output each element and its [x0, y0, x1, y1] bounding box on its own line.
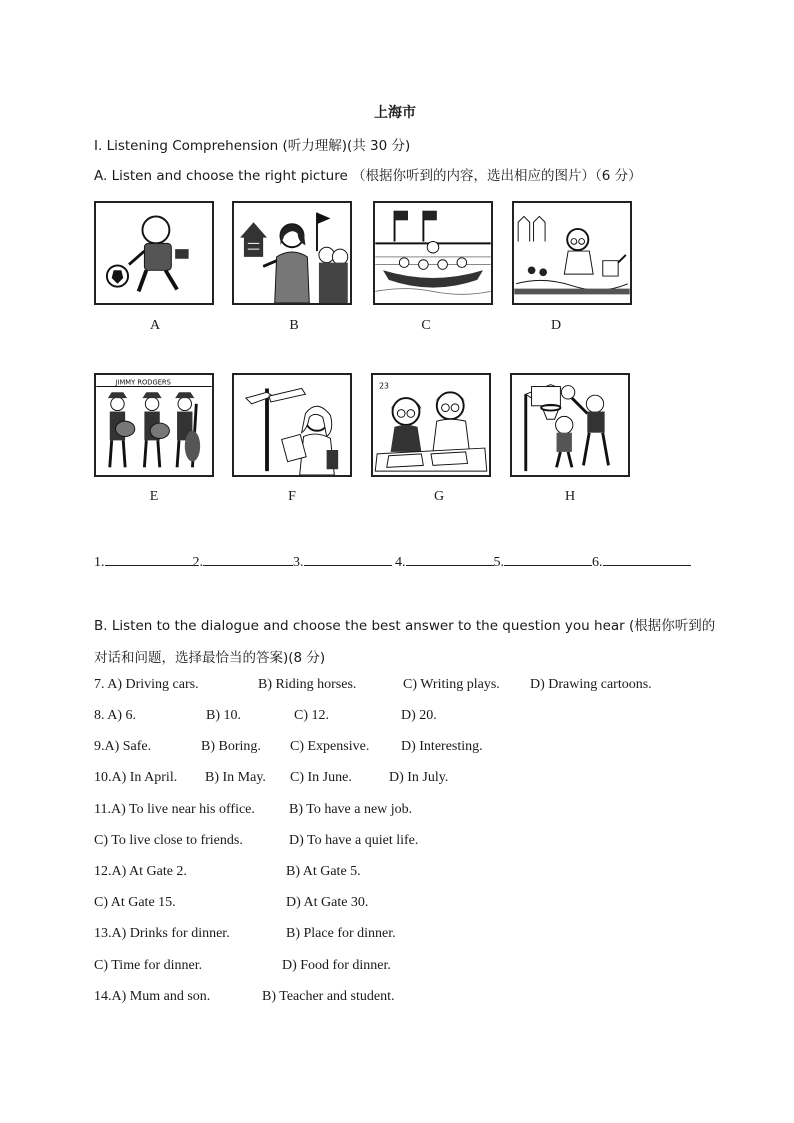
question-9-a: 9.A) Safe.: [94, 739, 152, 754]
question-8-d: D) 20.: [401, 708, 437, 723]
question-10-c: C) In June.: [290, 770, 352, 785]
picture-c: [373, 201, 493, 305]
svg-text:23: 23: [379, 381, 389, 391]
picture-a: [94, 201, 214, 305]
picture-d: [512, 201, 632, 305]
answer-blank-5[interactable]: [504, 551, 592, 566]
question-10-d: D) In July.: [389, 770, 449, 785]
picture-e: [94, 373, 214, 477]
picture-label-a: A: [149, 318, 161, 333]
answer-blanks: [94, 551, 691, 571]
question-7-d: D) Drawing cartoons.: [530, 677, 652, 692]
question-11-b: B) To have a new job.: [289, 802, 413, 817]
question-8-a: 8. A) 6.: [94, 708, 136, 723]
question-7-c: C) Writing plays.: [403, 677, 500, 692]
answer-num-2: 2.: [192, 555, 203, 570]
question-12-d: D) At Gate 30.: [286, 895, 369, 910]
question-8-b: B) 10.: [206, 708, 241, 723]
question-14-a: 14.A) Mum and son.: [94, 989, 211, 1004]
picture-label-g: G: [433, 489, 445, 504]
question-11-d: D) To have a quiet life.: [289, 833, 419, 848]
picture-h: [510, 373, 630, 477]
picture-label-e: E: [149, 489, 159, 504]
question-13-a: 13.A) Drinks for dinner.: [94, 926, 230, 941]
question-9-d: D) Interesting.: [401, 739, 483, 754]
picture-g: [371, 373, 491, 477]
picture-f: [232, 373, 352, 477]
answer-num-5: 5.: [493, 555, 504, 570]
section-heading: I. Listening Comprehension (听力理解)(共 30 分): [94, 138, 411, 154]
question-11-a: 11.A) To live near his office.: [94, 802, 255, 817]
band-musicians-icon: [96, 375, 212, 475]
tour-guide-icon: [234, 203, 350, 303]
question-10-a: 10.A) In April.: [94, 770, 178, 785]
question-8-c: C) 12.: [294, 708, 329, 723]
answer-num-6: 6.: [592, 555, 603, 570]
answer-num-3: 3.: [293, 555, 304, 570]
basketball-players-icon: [512, 375, 628, 475]
girl-signpost-icon: [234, 375, 350, 475]
question-9-b: B) Boring.: [201, 739, 261, 754]
question-12-a: 12.A) At Gate 2.: [94, 864, 187, 879]
picture-label-c: C: [421, 318, 431, 333]
answer-blank-2[interactable]: [203, 551, 293, 566]
question-13-d: D) Food for dinner.: [282, 958, 391, 973]
picture-label-d: D: [550, 318, 562, 333]
answer-blank-4[interactable]: [406, 551, 494, 566]
question-10-b: B) In May.: [205, 770, 266, 785]
answer-blank-6[interactable]: [603, 551, 691, 566]
question-7-b: B) Riding horses.: [258, 677, 357, 692]
part-b-instruction: B. Listen to the dialogue and choose the best answer to the question you hear (根据你听到的: [94, 618, 716, 634]
picture-label-f: F: [288, 489, 296, 504]
picture-label-h: H: [564, 489, 576, 504]
question-9-c: C) Expensive.: [290, 739, 370, 754]
students-studying-icon: [373, 375, 489, 475]
question-13-c: C) Time for dinner.: [94, 958, 203, 973]
question-11-c: C) To live close to friends.: [94, 833, 243, 848]
girl-gardening-icon: [514, 203, 630, 303]
question-12-b: B) At Gate 5.: [286, 864, 361, 879]
question-14-b: B) Teacher and student.: [262, 989, 395, 1004]
question-7-a: 7. A) Driving cars.: [94, 677, 199, 692]
picture-label-b: B: [289, 318, 299, 333]
part-a-instruction: A. Listen and choose the right picture （根据你听到的内容，选出相应的图片）（6 分）: [94, 168, 642, 184]
answer-blank-3[interactable]: [304, 551, 392, 566]
picture-b: [232, 201, 352, 305]
boy-football-icon: [96, 203, 212, 303]
question-13-b: B) Place for dinner.: [286, 926, 396, 941]
svg-text:JIMMY RODGERS: JIMMY RODGERS: [115, 378, 171, 387]
part-b-instruction-cont: 对话和问题，选择最恰当的答案)(8 分): [94, 650, 326, 666]
dragon-boat-icon: [375, 203, 491, 303]
answer-num-4: 4.: [395, 555, 406, 570]
answer-num-1: 1.: [94, 555, 105, 570]
answer-blank-1[interactable]: [105, 551, 193, 566]
question-12-c: C) At Gate 15.: [94, 895, 176, 910]
page-title: 上海市: [374, 105, 416, 121]
